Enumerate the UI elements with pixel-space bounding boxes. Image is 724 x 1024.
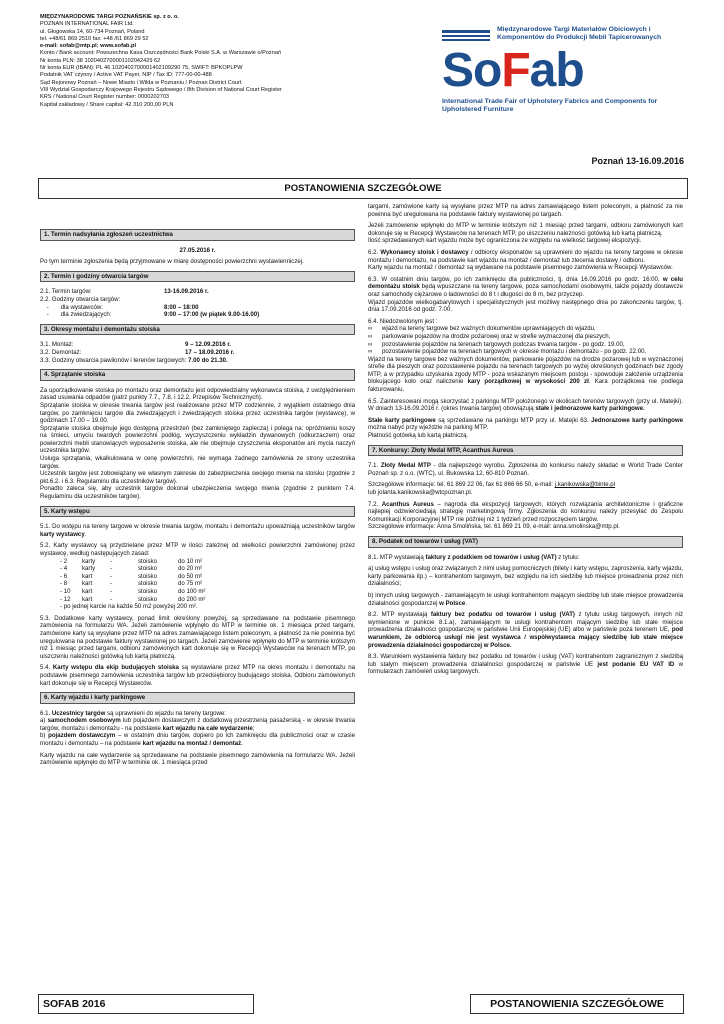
entry-r7: Wjazd pojazdów wielkogabarytowych i specjalistycznych jest możliwy następnego dnia po zakończeniu targów, tj. dnia 17.09.2016 od godz. 7.00.	[368, 298, 683, 314]
company-header	[40, 14, 420, 109]
entry-r4: 6.2. Wykonawcy stoisk i dostawcy / odbiorcy eksponatów są uprawnieni do wjazdu na tereny targowe w okresie montażu i demontażu, na podstawie kart wjazdu na montaż / demontaż lub zlecenia dostawy / odbioru.	[368, 248, 683, 264]
logo-tagline-pl: Międzynarodowe Targi Materiałów Obiciowych i Komponentów do Produkcji Mebli Tapicerowanych	[497, 26, 662, 41]
passes-table	[40, 558, 355, 604]
entry-r11: Stałe karty parkingowe są sprzedawane na parkingu MTP przy ul. Matejki 63. Jednorazowe karty parkingowe można nabyć przy wjeździe na parking MTP.	[368, 416, 683, 432]
entry-r12: Płatność gotówką lub kartą płatniczą.	[368, 432, 469, 440]
contest-p1: 7.1. Złoty Medal MTP - dla najlepszego wyrobu. Zgłoszenia do konkursu należy składać w World Trade Center Poznań sp. z o.o. (WTC), ul. Bukowska 12, 60-810 Poznań.	[368, 462, 684, 477]
cleaning-p3: Sprzątanie stoiska obejmuje jego dostępną przestrzeń (bez zamkniętego zaplecza) i polega na: opróżnieniu koszy na śmieci, umyciu twardych powierzchni podłóg, wyczyszczeniu wykładzin dywanowych (odkurzaczem) oraz powierzchni mebli stanowiących wyposażenie stoiska, ale nie obejmuje czyszczenia eksponatów ani mycia naczyń uczestnika targów.	[40, 424, 355, 455]
section-2-heading: 2. Termin i godziny otwarcia targów	[40, 271, 355, 283]
entry-r5: Karty wjazdu na montaż / demontaż są wydawane na podstawie pisemnego zamówienia w Recepcji Wystawców.	[368, 264, 673, 272]
pass-rule-row: - 10 kart - stoisko do 100 m²	[60, 587, 206, 595]
prohibited-item: ∞ parkowanie pojazdów na drodze pożarowej oraz w strefie wyznaczonej dla pieszych,	[368, 332, 611, 340]
vat-p3: b) innych usług targowych - zamawiającym te usługi kontrahentom mającym siedzibę lub stałe miejsce prowadzenia działalności gospodarczej w Polsce.	[368, 591, 683, 607]
pass-rule-row: - 4 karty - stoisko do 20 m²	[60, 565, 203, 573]
visitor-hours-row: - dla zwiedzających: 9:00 – 17:00 (w piątek 9.00-16.00)	[40, 311, 260, 319]
entry-r1: targami, zamówione karty są wysyłane przez MTP na adres zamawiającego listem poleconym, a płatność za nie powinna być uregulowana na podstawie faktury wystawionej po targach.	[368, 203, 683, 218]
header-line: Konto / Bank account: Powszechna Kasa Oszczędności Bank Polski S.A. w Warszawie o/Poznań	[40, 50, 282, 57]
contest-p2: Szczegółowe informacje: tel. 61 869 22 06, fax 61 866 66 50, e-mail: j.kanikowska@binte.pl	[368, 481, 616, 489]
cleaning-p1: Za uporządkowanie stoiska po montażu oraz demontażu jest odpowiedzialny wykonawca stoiska, z uwzględnieniem zasad usuwania odpadów (patrz punkty 7.7., 7.8. i 12.2. Przepisów Technicznych).	[40, 386, 355, 402]
section-6-heading: 6. Karty wjazdu i karty parkingowe	[40, 692, 355, 704]
section-3-heading: 3. Okresy montażu i demontażu stoiska	[40, 324, 355, 336]
entry-r8: 6.4. Niedozwolonym jest :	[368, 317, 438, 325]
header-line: Kapitał zakładowy / Share capital: 42 310 200,00 PLN	[40, 101, 174, 108]
entry-b: b) pojazdem dostawczym – w ostatnim dniu targów, dopiero po ich zamknięciu dla publiczności oraz w czasie montażu i demontażu – na podstawie kart wjazdu na montaż / demontaż.	[40, 732, 355, 748]
passes-p2: 5.2. Karty wystawcy są przydzielane przez MTP w ilości zależnej od wielkości powierzchni zamówionej przez wystawcę, według następujących zasad:	[40, 542, 355, 557]
passes-p3: 5.3. Dodatkowe karty wystawcy, ponad limit określony powyżej, są sprzedawane na podstawie pisemnego zamówienia na formularzu WA. Jeżeli zamówienie wpłynęło do MTP w terminie ok. 1 miesiąca przed targami, zamówione karty są wysyłane przez MTP na adres zamawiającego listem poleconym, a płatność za nie powinna być uregulowana na podstawie faktury wystawionej po targach. Jeżeli zamówienie wpłynęło do MTP w terminie krótszym niż 1 miesiąc przed targami, odbioru zamówionych kart dokonuje się w Recepcji Wystawców na terenach MTP, po uiszczeniu należności gotówką lub kartą płatniczą.	[40, 614, 355, 660]
left-column	[40, 204, 355, 767]
header-line: Nr konta EUR (IBAN): PL 46 1020402700001402109290 75, SWIFT: BPKOPLPW	[40, 65, 243, 72]
entry-r2: Jeżeli zamówienie wpłynęło do MTP w terminie krótszym niż 1 miesiąc przed targami, odbioru zamówionych kart dokonuje się w Recepcji Wystawców na terenach MTP, po uiszczeniu należności gotówką lub kartą płatniczą.	[368, 222, 683, 237]
header-line: tel. +48/61 869 2510 fax: +48 /61 869 29 52	[40, 35, 149, 42]
passes-p1: 5.1. Do wstępu na tereny targowe w okresie trwania targów, montażu i demontażu upoważniają uczestników targów karty wystawcy.	[40, 523, 355, 538]
prohibited-item: ∞ pozostawienie pojazdów na terenach targowych podczas trwania targów - po godz. 19.00,	[368, 340, 625, 348]
header-line: MIĘDZYNARODOWE TARGI POZNAŃSKIE sp. z o. o.	[40, 14, 179, 20]
opening-hours-label: 2.2. Godziny otwarcia targów:	[40, 295, 121, 303]
bullet-icon: ∞	[368, 325, 373, 333]
vat-p5: 8.3. Warunkiem wystawienia faktury bez podatku od towarów i usług (VAT) kontrahentom zagranicznym z siedzibą lub stałym miejscem prowadzenia działalności gospodarczej w państwie UE jest podanie EU VAT ID w formularzach zamówień usług targowych.	[368, 653, 683, 676]
contest-p2b: lub jolanta.kanikowska@wtcpoznan.pl.	[368, 489, 473, 496]
prohibited-list	[368, 325, 683, 355]
bullet-icon: ∞	[368, 348, 373, 356]
pass-rule-row: - 8 kart - stoisko do 75 m²	[60, 580, 203, 588]
pass-rule-row: - 2 karty - stoisko do 10 m²	[60, 557, 203, 565]
contest-p4: Szczegółowe informacje: Anna Smolińska, tel. 61 869 21 09, e-mail: anna.smolinska@mtp.pl.	[368, 523, 620, 531]
header-line: Sąd Rejonowy Poznań – Nowe Miasto i Wilda w Poznaniu / Poznan District Court	[40, 79, 242, 86]
entry-p2: Karty wjazdu na całe wydarzenie są sprzedawane na podstawie pisemnego zamówienia na formularzu WA. Jeżeli zamówienie wpłynęło do MTP w terminie ok. 1 miesiąca przed	[40, 751, 355, 767]
dismantling-row: 3.2. Demontaż: 17 – 18.09.2016 r.	[40, 348, 235, 356]
header-line: ul. Głogowska 14, 60-734 Poznań, Poland	[40, 28, 145, 35]
passes-p4: 5.4. Karty wstępu dla ekip budujących stoiska są wystawiane przez MTP na okres montażu i demontażu na podstawie pisemnego zamówienia uczestnika targów lub przedsiębiorcy budującego stoiska. Odbioru zamówionych kart dokonuje się w Recepcji Wystawców.	[40, 664, 355, 687]
fair-dates-row: 2.1. Termin targów: 13-16.09.2016 r.	[40, 288, 209, 296]
section-8-heading: 8. Podatek od towarów i usług (VAT)	[368, 536, 683, 548]
exhibitor-hours-row: - dla wystawców: 8:00 – 18:00	[40, 303, 199, 311]
logo-stripes-icon	[442, 30, 490, 42]
section-7-heading: 7. Konkursy: Złoty Medal MTP, Acanthus Aureus	[368, 445, 683, 457]
footer-left: SOFAB 2016	[38, 994, 254, 1014]
vat-p4: 8.2. MTP wystawiają faktury bez podatku od towarów i usług (VAT) z tytułu usług targowych, innych niż wymienione w punkcie 8.1.a), zamawiającym te usługi kontrahentom mającym siedzibę lub stałe miejsce prowadzenia działalności gospodarczej w państwie Unii Europejskiej (UE) albo w państwie poza terenem UE, pod warunkiem, że odbiorcą usługi nie jest wystawca / współwystawca mający siedzibę lub stałe miejsce prowadzenia działalności gospodarczej w Polsce.	[368, 611, 683, 649]
city-date: Poznań 13-16.09.2016	[591, 156, 684, 166]
vat-p2: a) usług wstępu i usług oraz związanych z nimi usług pomocniczych (bilety i karty wstępu, zaproszenia, karty wjazdu, karty parkowania itp.) – kontrahentom targowym, bez względu na ich siedzibę lub miejsce prowadzenia przez nich działalności;	[368, 565, 683, 588]
entry-p1: 6.1. Uczestnicy targów są uprawnieni do wjazdu na tereny targowe:	[40, 709, 226, 717]
prohibited-item: ∞ wjazd na tereny targowe bez ważnych dokumentów uprawniających do wjazdu,	[368, 325, 596, 333]
bullet-icon: ∞	[368, 332, 373, 340]
bullet-icon: ∞	[368, 340, 373, 348]
section-4-heading: 4. Sprzątanie stoiska	[40, 369, 355, 381]
entry-r10: 6.5. Zainteresowani mogą skorzystać z parkingu MTP położonego w okolicach terenów targowych (przy ul. Matejki). W dniach 13-16.09.2016 r. (okres trwania targów) obowiązują stałe i jednorazowe karty parkingowe.	[368, 397, 683, 413]
entry-r6: 6.3. W ostatnim dniu targów, po ich zamknięciu dla publiczności, tj. dnia 16.09.2016 po godz. 16:00, w celu demontażu stoisk będą wpuszczane na tereny targowe, poza samochodami osobowymi, także pojazdy dostawcze oraz samochody ciężarowe o ładowności do 8 t i długości do 8 m, bez przyczep.	[368, 275, 684, 298]
passes-extra: - po jednej karcie na każde 50 m2 powyżej 200 m².	[60, 603, 198, 611]
prohibited-item: ∞ pozostawienie pojazdów na terenach targowych w okresie montażu i demontażu - po godz. 22.00.	[368, 348, 647, 356]
cleaning-p6: Ponadto zaleca się, aby uczestnik targów dokonał ubezpieczenia swojego mienia (zgodnie z punktem 7.4. Regulaminu dla uczestników targów).	[40, 485, 355, 501]
vat-p1: 8.1. MTP wystawiają faktury z podatkiem od towarów i usług (VAT) z tytułu:	[368, 553, 580, 561]
logo-wordmark: SoFab	[442, 44, 584, 97]
assembly-row: 3.1. Montaż: 9 – 12.09.2016 r.	[40, 341, 232, 349]
right-column	[368, 203, 683, 680]
entry-r9: Wjazd na tereny targowe bez ważnych dokumentów, parkowanie pojazdów na drodze pożarowej lub w wyznaczonej strefie dla pieszych oraz pozostawienie pojazdu na terenach targowych po wyżej określonych godzinach bez zgody MTP, a w przypadku uzyskania zgody MTP - poza wskazanym miejscem postoju - spowoduje założenie urządzenia blokującego koło oraz naliczenie kary porządkowej w wysokości 200 zł. Kara porządkowa nie podlega fakturowaniu.	[368, 355, 683, 394]
pavilion-hours-row: 3.3. Godziny otwarcia pawilonów i terenów targowych: 7.00 do 21.30.	[40, 356, 228, 364]
section-1-heading: 1. Termin nadsyłania zgłoszeń uczestnictwa	[40, 229, 355, 241]
deadline-text: Po tym terminie zgłoszenia będą przyjmowane w miarę dostępności powierzchni wystawienniczej.	[40, 258, 304, 266]
pass-rule-row: - 6 kart - stoisko do 50 m²	[60, 572, 203, 580]
header-line: e-mail: sofab@mtp.pl; www.sofab.pl	[40, 43, 136, 50]
sofab-logo	[442, 26, 684, 116]
pass-rule-row: - 12 kart - stoisko do 200 m²	[60, 595, 206, 603]
contest-p3: 7.2. Acanthus Aureus – nagroda dla ekspozycji targowych, których rozwiązania architektoniczne i graficzne najlepiej odzwierciedlają strategię marketingową firmy. Zgłoszenia do konkursu należy przesyłać do Zespołu Komunikacji Korporacyjnej MTP nie później niż 1 tydzień przed rozpoczęciem targów.	[368, 500, 683, 523]
header-line: Nr konta PLN: 38 1020402700001102042429 62	[40, 57, 161, 64]
header-line: POZNAN INTERNATIONAL FAIR Ltd.	[40, 21, 134, 28]
header-line: VIII Wydział Gospodarczy Krajowego Rejestru Sądowego / 8th Division of National Court Register	[40, 86, 282, 93]
cleaning-p5: Uczestnik targów jest zobowiązany we własnym zakresie do zabezpieczenia swojego mienia na stoisku (zgodnie z pkt.6.2. i 6.3. Regulaminu dla uczestników targów).	[40, 470, 355, 485]
entry-r3: Ilość sprzedawanych kart wjazdu może być ograniczona ze względu na wielkość targowej ekspozycji.	[368, 237, 642, 245]
section-5-heading: 5. Karty wstępu	[40, 506, 355, 518]
email-link[interactable]: j.kanikowska@binte.pl	[554, 481, 616, 489]
deadline-date: 27.05.2016 r.	[179, 246, 216, 254]
document-title: POSTANOWIENIA SZCZEGÓŁOWE	[38, 178, 688, 199]
entry-a: a) samochodem osobowym lub pojazdem dostawczym z dodatkową przestrzenią pasażerską - w okresie trwania targów, montażu i demontażu - na podstawie kart wjazdu na całe wydarzenie;	[40, 717, 355, 732]
cleaning-p2: Sprzątanie stoiska w okresie trwania targów jest realizowane przez MTP codziennie, z wyjątkiem ostatniego dnia targów, po zamknięciu targów dla zwiedzających i zwiedzających stoiska przez uczestnika targów (wystawcę), w godzinach 17.00 – 19.00.	[40, 401, 355, 425]
logo-tagline-en: International Trade Fair of Upholstery Fabrics and Components for Upholstered Furniture	[442, 98, 658, 113]
header-line: Podatnik VAT czynny / Active VAT Payer, NIP / Tax ID: 777-00-00-488	[40, 72, 212, 79]
cleaning-p4: Usługa sprzątania, wkalkulowana w cenę powierzchni, nie wymaga żadnego zamówienia ze strony uczestnika targów.	[40, 455, 355, 470]
header-line: KRS / National Court Register number: 0000202703	[40, 94, 170, 101]
footer-right: POSTANOWIENIA SZCZEGÓŁOWE	[470, 994, 684, 1014]
